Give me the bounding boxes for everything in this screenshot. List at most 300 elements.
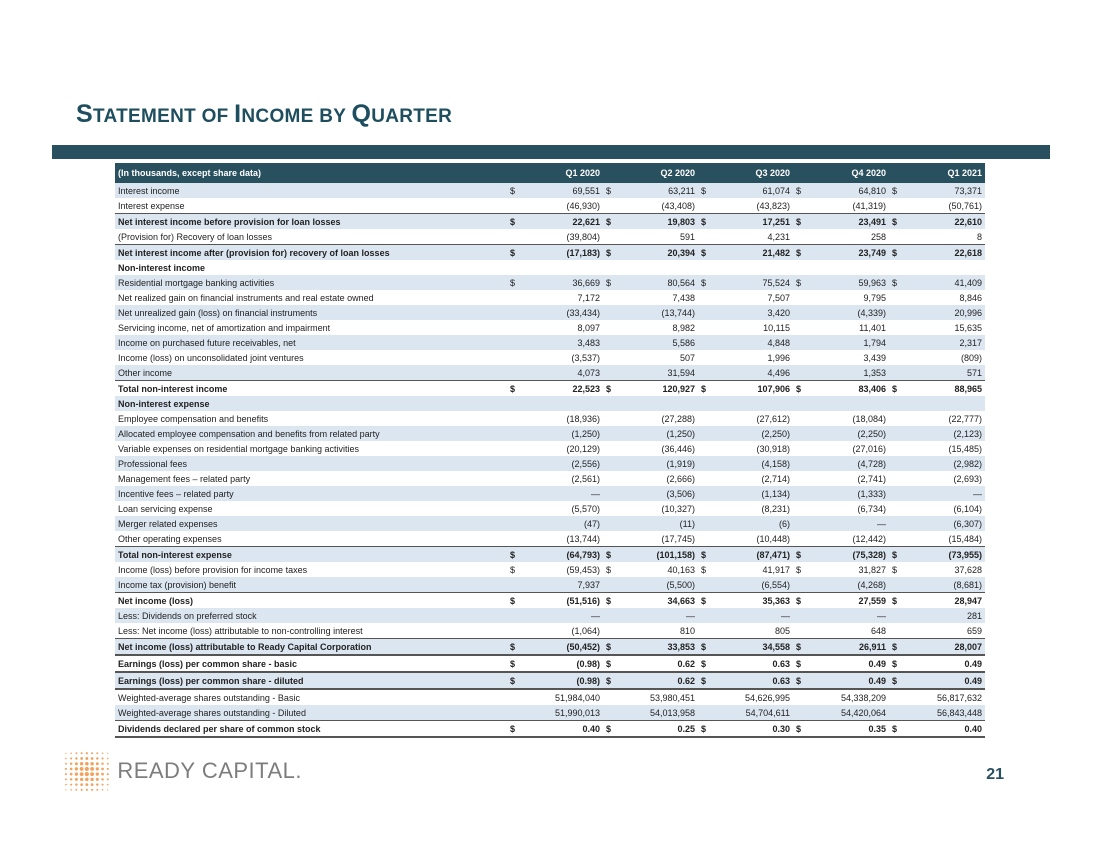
value-cell: 23,749	[807, 245, 889, 261]
value-cell: 54,013,958	[617, 705, 698, 721]
currency-symbol: $	[892, 383, 898, 394]
value-cell: (43,823)	[712, 198, 793, 214]
currency-symbol	[889, 531, 903, 547]
currency-symbol: $	[793, 639, 807, 656]
value-cell: (6,734)	[857, 503, 886, 514]
row-label: Servicing income, net of amortization and impairment	[118, 322, 331, 333]
currency-symbol	[603, 426, 617, 441]
value-cell: —	[521, 486, 603, 501]
row-label: Total non-interest income	[118, 383, 228, 394]
currency-symbol: $	[510, 595, 516, 606]
value-cell: 3,439	[863, 352, 886, 363]
value-cell: (1,250)	[617, 426, 698, 441]
currency-symbol	[698, 426, 712, 441]
column-header: Q4 2020	[807, 163, 889, 183]
currency-symbol	[793, 441, 807, 456]
currency-symbol	[507, 290, 521, 305]
currency-symbol	[507, 198, 521, 214]
income-statement-table	[115, 163, 985, 738]
value-cell: 4,496	[712, 365, 793, 381]
currency-symbol: $	[889, 214, 903, 230]
value-cell: 507	[679, 352, 695, 363]
currency-symbol: $	[889, 245, 903, 261]
value-cell: 0.49	[807, 672, 889, 689]
value-cell: (1,333)	[807, 486, 889, 501]
value-cell	[712, 396, 793, 411]
currency-symbol	[603, 198, 617, 214]
value-cell: 40,163	[667, 564, 695, 575]
currency-symbol	[793, 501, 807, 516]
currency-symbol	[793, 320, 807, 335]
value-cell: 0.35	[807, 721, 889, 738]
value-cell: 0.49	[807, 655, 889, 672]
value-cell: 59,963	[807, 275, 889, 290]
currency-symbol	[603, 365, 617, 381]
row-label: Net interest income before provision for loan losses	[115, 214, 507, 230]
value-cell: (2,666)	[666, 473, 695, 484]
title-initial-cap: S	[76, 100, 93, 128]
logo-dot	[65, 783, 67, 785]
value-cell: (2,741)	[857, 473, 886, 484]
value-cell: 22,523	[572, 383, 600, 394]
currency-symbol	[603, 486, 617, 501]
value-cell: (30,918)	[756, 443, 790, 454]
currency-symbol: $	[603, 639, 617, 656]
currency-symbol	[507, 689, 521, 705]
currency-symbol	[507, 471, 521, 486]
table-row	[115, 593, 985, 609]
value-cell: (6)	[712, 516, 793, 531]
value-cell: 810	[617, 623, 698, 639]
title-small-caps: NCOME	[241, 106, 320, 127]
currency-symbol	[889, 198, 903, 214]
currency-symbol	[889, 623, 903, 639]
currency-symbol	[603, 501, 617, 516]
currency-symbol	[698, 531, 712, 547]
currency-symbol: $	[698, 183, 712, 198]
currency-symbol	[889, 290, 903, 305]
value-cell: 80,564	[617, 275, 698, 290]
value-cell: (87,471)	[712, 547, 793, 563]
value-cell: (27,612)	[756, 413, 790, 424]
table-header-row	[115, 163, 985, 183]
value-cell: 22,610	[903, 214, 985, 230]
table-row	[115, 441, 985, 456]
currency-symbol	[793, 229, 807, 245]
currency-symbol	[698, 411, 712, 426]
value-cell: 88,965	[954, 383, 982, 394]
currency-symbol	[889, 516, 903, 531]
currency-symbol	[507, 320, 521, 335]
currency-symbol	[507, 623, 521, 639]
currency-symbol: $	[796, 595, 802, 606]
value-cell: 7,507	[767, 292, 790, 303]
logo-dot	[70, 752, 72, 754]
currency-symbol: $	[510, 383, 516, 394]
currency-symbol	[793, 198, 807, 214]
currency-symbol	[889, 320, 903, 335]
table-row	[115, 672, 985, 689]
currency-symbol	[889, 350, 903, 365]
value-cell: 0.63	[712, 655, 793, 672]
row-label: Management fees – related party	[118, 473, 251, 484]
value-cell: (33,434)	[521, 305, 603, 320]
logo-dot	[102, 752, 104, 754]
currency-symbol: $	[701, 564, 707, 575]
currency-symbol: $	[698, 275, 712, 290]
currency-symbol	[507, 260, 521, 275]
currency-symbol	[793, 350, 807, 365]
table-row	[115, 689, 985, 705]
table-row	[115, 350, 985, 365]
table-row	[115, 275, 985, 290]
value-cell: 26,911	[807, 639, 889, 656]
value-cell: 591	[617, 229, 698, 245]
value-cell: (0.98)	[521, 655, 603, 672]
currency-symbol: $	[603, 183, 617, 198]
value-cell: 0.62	[617, 672, 698, 689]
logo-dot	[107, 773, 109, 775]
row-label: Less: Net income (loss) attributable to non-controlling interest	[115, 623, 507, 639]
currency-symbol	[507, 411, 521, 426]
value-cell: (10,448)	[712, 531, 793, 547]
currency-symbol	[698, 305, 712, 320]
currency-symbol: $	[892, 595, 898, 606]
currency-symbol	[793, 426, 807, 441]
value-cell: (8,681)	[903, 577, 985, 593]
logo-dot	[75, 772, 78, 775]
table-body	[115, 183, 985, 737]
value-cell: 69,551	[521, 183, 603, 198]
currency-symbol: $	[698, 721, 712, 738]
value-cell: (18,936)	[566, 413, 600, 424]
table-row	[115, 320, 985, 335]
currency-symbol	[889, 260, 903, 275]
row-label: Professional fees	[115, 456, 507, 471]
value-cell: 0.49	[903, 672, 985, 689]
currency-symbol: $	[507, 547, 521, 563]
currency-symbol: $	[507, 245, 521, 261]
value-cell: (6,307)	[903, 516, 985, 531]
logo-dot	[75, 762, 78, 765]
logo-dot	[107, 767, 109, 769]
currency-symbol	[698, 471, 712, 486]
value-cell: —	[617, 608, 698, 623]
value-cell: 35,363	[762, 595, 790, 606]
currency-symbol	[889, 426, 903, 441]
logo-dot	[86, 752, 88, 754]
value-cell: 61,074	[712, 183, 793, 198]
currency-symbol: $	[698, 639, 712, 656]
currency-symbol	[698, 689, 712, 705]
value-cell: 120,927	[662, 383, 695, 394]
header-spacer	[603, 163, 617, 183]
currency-symbol	[793, 705, 807, 721]
value-cell: (2,693)	[953, 473, 982, 484]
title-small-caps: TATEMENT	[92, 106, 202, 127]
table-row	[115, 501, 985, 516]
currency-symbol	[603, 305, 617, 320]
currency-symbol	[698, 320, 712, 335]
row-label: Non-interest income	[118, 262, 206, 273]
logo-dot	[91, 757, 94, 760]
table-row	[115, 562, 985, 577]
logo-dot	[90, 767, 94, 771]
value-cell: (18,084)	[852, 413, 886, 424]
value-cell: 5,586	[617, 335, 698, 350]
currency-symbol	[793, 516, 807, 531]
row-label: Non-interest expense	[115, 396, 507, 411]
currency-symbol	[793, 456, 807, 471]
value-cell: 0.49	[903, 655, 985, 672]
value-cell: —	[903, 486, 985, 501]
value-cell: 648	[807, 623, 889, 639]
row-label: Earnings (loss) per common share - basic	[115, 655, 507, 672]
value-cell: 28,947	[954, 595, 982, 606]
currency-symbol: $	[507, 655, 521, 672]
logo-dot	[85, 777, 89, 781]
value-cell: (59,453)	[566, 564, 600, 575]
currency-symbol	[698, 198, 712, 214]
currency-symbol: $	[889, 639, 903, 656]
logo-dot	[96, 757, 98, 759]
currency-symbol	[603, 260, 617, 275]
value-cell: 1,996	[767, 352, 790, 363]
value-cell: (1,919)	[617, 456, 698, 471]
value-cell: 8,982	[672, 322, 695, 333]
value-cell: 2,317	[903, 335, 985, 350]
row-label: Income on purchased future receivables, net	[115, 335, 507, 350]
value-cell: (2,556)	[521, 456, 603, 471]
currency-symbol	[889, 411, 903, 426]
logo-dot	[91, 783, 94, 786]
value-cell: (64,793)	[521, 547, 603, 563]
value-cell: 56,817,632	[936, 692, 982, 703]
value-cell: 41,409	[903, 275, 985, 290]
title-small-caps: BY	[319, 106, 352, 127]
value-cell: (3,506)	[617, 486, 698, 501]
header-spacer	[698, 163, 712, 183]
value-cell: 34,663	[667, 595, 695, 606]
row-label: Other operating expenses	[115, 531, 507, 547]
value-cell: (2,250)	[807, 426, 889, 441]
logo-dot	[65, 778, 67, 780]
currency-symbol: $	[796, 564, 802, 575]
row-label: Income tax (provision) benefit	[115, 577, 507, 593]
currency-symbol: $	[793, 275, 807, 290]
currency-symbol: $	[701, 383, 707, 394]
value-cell: 34,558	[712, 639, 793, 656]
value-cell: (3,537)	[571, 352, 600, 363]
currency-symbol	[793, 290, 807, 305]
logo-wordmark: READY CAPITAL.	[117, 757, 302, 783]
currency-symbol	[889, 365, 903, 381]
title-divider-band	[52, 145, 1050, 159]
value-cell: 28,007	[903, 639, 985, 656]
logo-dot	[85, 783, 88, 786]
currency-symbol	[698, 335, 712, 350]
currency-symbol: $	[889, 547, 903, 563]
currency-symbol: $	[698, 547, 712, 563]
value-cell: (6,104)	[953, 503, 982, 514]
value-cell: 20,996	[903, 305, 985, 320]
value-cell: (17,183)	[521, 245, 603, 261]
currency-symbol	[507, 426, 521, 441]
currency-symbol	[507, 365, 521, 381]
currency-symbol: $	[507, 672, 521, 689]
logo-dot	[90, 762, 93, 765]
currency-symbol	[603, 350, 617, 365]
column-header: Q3 2020	[712, 163, 793, 183]
currency-symbol: $	[793, 245, 807, 261]
value-cell: (20,129)	[566, 443, 600, 454]
value-cell: (13,744)	[617, 305, 698, 320]
value-cell: 3,483	[521, 335, 603, 350]
value-cell: (2,561)	[571, 473, 600, 484]
logo-dot	[65, 762, 67, 764]
currency-symbol: $	[698, 245, 712, 261]
value-cell: 107,906	[757, 383, 790, 394]
table-row	[115, 245, 985, 261]
logo-dot	[86, 788, 88, 790]
value-cell: 4,073	[521, 365, 603, 381]
value-cell: (1,250)	[521, 426, 603, 441]
currency-symbol	[698, 623, 712, 639]
value-cell: (5,570)	[571, 503, 600, 514]
currency-symbol	[603, 471, 617, 486]
value-cell: (2,123)	[903, 426, 985, 441]
value-cell	[521, 396, 603, 411]
title-small-caps: UARTER	[371, 106, 453, 127]
value-cell: (17,745)	[617, 531, 698, 547]
title-initial-cap: I	[234, 100, 242, 128]
table-row	[115, 608, 985, 623]
value-cell: 21,482	[712, 245, 793, 261]
currency-symbol	[698, 441, 712, 456]
row-label: Net income (loss) attributable to Ready Capital Corporation	[115, 639, 507, 656]
logo-dot	[65, 757, 67, 759]
row-label: Loan servicing expense	[118, 503, 213, 514]
row-label: Earnings (loss) per common share - diluted	[115, 672, 507, 689]
value-cell: 36,669	[521, 275, 603, 290]
value-cell: 8	[903, 229, 985, 245]
currency-symbol	[507, 608, 521, 623]
currency-symbol: $	[698, 672, 712, 689]
row-label: (Provision for) Recovery of loan losses	[115, 229, 507, 245]
logo-dot	[101, 762, 103, 764]
logo-dot	[96, 788, 98, 790]
currency-symbol: $	[606, 564, 612, 575]
currency-symbol	[603, 290, 617, 305]
currency-symbol: $	[507, 183, 521, 198]
currency-symbol	[603, 705, 617, 721]
logo-dot	[91, 788, 93, 790]
logo-dot	[75, 777, 78, 780]
currency-symbol	[889, 608, 903, 623]
column-header: Q1 2021	[903, 163, 985, 183]
value-cell: 0.40	[903, 721, 985, 738]
currency-symbol	[603, 229, 617, 245]
currency-symbol	[507, 531, 521, 547]
logo-dot	[65, 789, 66, 790]
logo-dot	[75, 783, 77, 785]
table-row	[115, 183, 985, 198]
currency-symbol	[698, 486, 712, 501]
table-row	[115, 471, 985, 486]
logo-dot	[96, 772, 99, 775]
currency-symbol	[698, 705, 712, 721]
logo-dot	[96, 783, 98, 785]
currency-symbol	[889, 229, 903, 245]
currency-symbol: $	[507, 214, 521, 230]
value-cell	[903, 260, 985, 275]
currency-symbol	[507, 577, 521, 593]
currency-symbol: $	[507, 721, 521, 738]
value-cell: (2,714)	[761, 473, 790, 484]
row-label: Net realized gain on financial instruments and real estate owned	[118, 292, 374, 303]
logo-dot	[85, 766, 89, 770]
slide-title	[76, 100, 452, 129]
table-row	[115, 623, 985, 639]
logo-dot	[85, 757, 88, 760]
currency-symbol	[793, 577, 807, 593]
currency-symbol	[603, 320, 617, 335]
table-row	[115, 577, 985, 593]
currency-symbol: $	[507, 275, 521, 290]
table-row	[115, 486, 985, 501]
table-row	[115, 456, 985, 471]
table-row	[115, 655, 985, 672]
logo-dot	[107, 762, 109, 764]
logo-dot	[70, 762, 72, 764]
logo-dot	[75, 757, 77, 759]
value-cell: 17,251	[712, 214, 793, 230]
value-cell: (4,339)	[807, 305, 889, 320]
row-label: Allocated employee compensation and benefits from related party	[115, 426, 507, 441]
value-cell: 3,420	[712, 305, 793, 320]
currency-symbol	[793, 365, 807, 381]
value-cell: 281	[903, 608, 985, 623]
value-cell: (46,930)	[521, 198, 603, 214]
currency-symbol: $	[793, 214, 807, 230]
value-cell	[617, 260, 698, 275]
currency-symbol: $	[793, 672, 807, 689]
value-cell: 41,917	[762, 564, 790, 575]
logo-dot	[102, 789, 104, 791]
currency-symbol	[698, 260, 712, 275]
currency-symbol	[603, 335, 617, 350]
currency-symbol	[793, 623, 807, 639]
value-cell: 805	[712, 623, 793, 639]
value-cell: 33,853	[617, 639, 698, 656]
row-label: Less: Dividends on preferred stock	[115, 608, 507, 623]
logo-dot-grid-icon	[62, 749, 111, 793]
currency-symbol: $	[793, 547, 807, 563]
column-header: Q2 2020	[617, 163, 698, 183]
currency-symbol: $	[889, 183, 903, 198]
value-cell: (2,250)	[712, 426, 793, 441]
value-cell: (4,158)	[712, 456, 793, 471]
logo-dot	[70, 772, 73, 775]
value-cell: 15,635	[954, 322, 982, 333]
table-row	[115, 721, 985, 738]
value-cell: 258	[807, 229, 889, 245]
value-cell: (13,744)	[521, 531, 603, 547]
currency-symbol	[793, 531, 807, 547]
currency-symbol: $	[889, 721, 903, 738]
currency-symbol	[889, 705, 903, 721]
currency-symbol	[889, 335, 903, 350]
